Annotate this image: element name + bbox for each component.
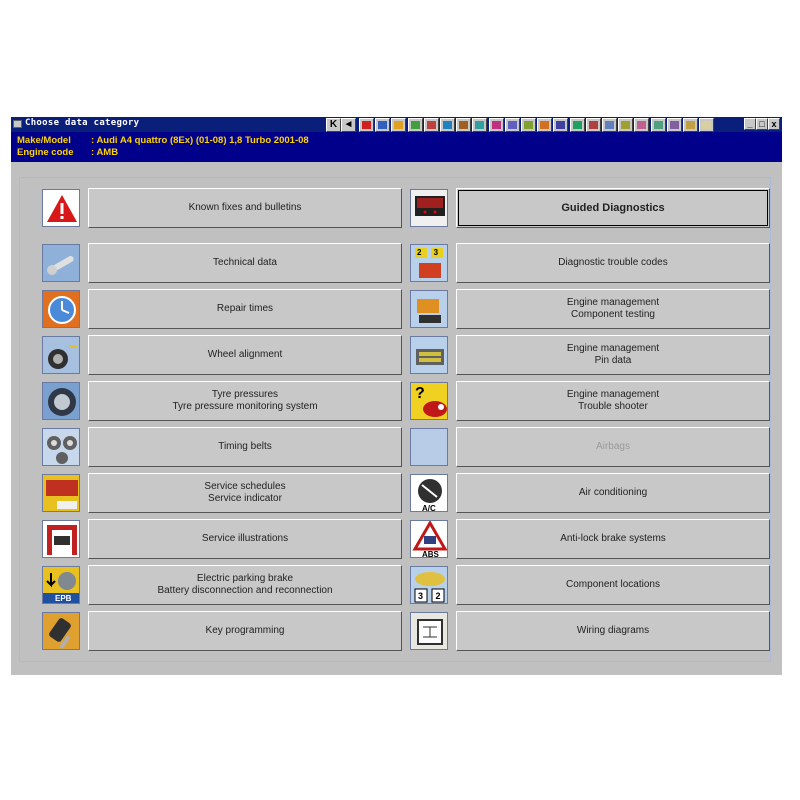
diagnostic-tool-icon[interactable] [410, 189, 448, 227]
tools-icon [394, 121, 403, 129]
trouble-codes-icon-label: 2 3 [417, 248, 444, 257]
make-model-value: : Audi A4 quattro (8Ex) (01-08) 1,8 Turbo 2001-08 [91, 135, 309, 146]
tools-icon [411, 121, 420, 129]
toolbar-button-21[interactable] [683, 118, 698, 132]
tools-icon [637, 121, 646, 129]
component-location-icon-label: 3 2 [418, 591, 446, 601]
tools-icon [589, 121, 598, 129]
wrench-icon[interactable] [42, 244, 80, 282]
title-bar [11, 117, 782, 132]
component-testing-icon[interactable] [410, 290, 448, 328]
anti-lock-brake-systems-button[interactable]: Anti-lock brake systems [456, 519, 770, 559]
toolbar-button-22[interactable] [699, 118, 714, 132]
category-row-left-2 [42, 243, 402, 283]
service-schedules-button[interactable]: Service schedules Service indicator [88, 473, 402, 513]
category-row-left-3 [42, 289, 402, 329]
category-row-left-9 [42, 565, 402, 605]
toolbar-button-20[interactable] [667, 118, 682, 132]
tools-icon [702, 121, 711, 129]
abs-icon-label: ABS [422, 550, 439, 558]
electric-parking-brake-button[interactable]: Electric parking brake Battery disconnection and reconnection [88, 565, 402, 605]
toolbar-button-16[interactable] [602, 118, 617, 132]
category-row-right-3 [410, 289, 770, 329]
timing-belts-button[interactable]: Timing belts [88, 427, 402, 467]
toolbar-button-6[interactable] [440, 118, 455, 132]
component-locations-button[interactable]: Component locations [456, 565, 770, 605]
clock-icon[interactable] [42, 290, 80, 328]
tyre-icon[interactable] [42, 382, 80, 420]
car-lift-icon[interactable] [42, 520, 80, 558]
category-row-right-4 [410, 335, 770, 375]
category-row-left-6 [42, 427, 402, 467]
nav-prev-button[interactable]: ◄ [341, 118, 356, 132]
toolbar-button-15[interactable] [586, 118, 601, 132]
toolbar-button-13[interactable] [553, 118, 568, 132]
toolbar-button-10[interactable] [505, 118, 520, 132]
wheel-alignment-icon[interactable] [42, 336, 80, 374]
key-icon[interactable] [42, 612, 80, 650]
toolbar-button-19[interactable] [651, 118, 666, 132]
component-location-icon[interactable] [410, 566, 448, 604]
tools-icon [459, 121, 468, 129]
tools-icon [540, 121, 549, 129]
tools-icon [573, 121, 582, 129]
toolbar-button-5[interactable] [424, 118, 439, 132]
epb-icon-label: EPB [55, 594, 72, 603]
wiring-diagrams-button[interactable]: Wiring diagrams [456, 611, 770, 651]
tyre-pressures-button[interactable]: Tyre pressures Tyre pressure monitoring system [88, 381, 402, 421]
toolbar-button-8[interactable] [472, 118, 487, 132]
engine-code-line [17, 147, 118, 158]
toolbar-button-9[interactable] [489, 118, 504, 132]
category-grid [19, 177, 771, 662]
minimize-button[interactable]: _ [744, 118, 756, 130]
trouble-codes-icon[interactable] [410, 244, 448, 282]
known-fixes-and-bulletins-button[interactable]: Known fixes and bulletins [88, 188, 402, 228]
tools-icon [556, 121, 565, 129]
guided-diagnostics-button[interactable]: Guided Diagnostics [456, 188, 770, 228]
close-button[interactable]: x [768, 118, 780, 130]
maximize-button[interactable]: □ [756, 118, 768, 130]
toolbar-button-1[interactable] [359, 118, 374, 132]
window-title: Choose data category [25, 118, 140, 128]
category-row-right-8 [410, 519, 770, 559]
category-row-right-1 [410, 188, 770, 228]
repair-times-button[interactable]: Repair times [88, 289, 402, 329]
toolbar-button-11[interactable] [521, 118, 536, 132]
category-row-left-5 [42, 381, 402, 421]
air-conditioning-button[interactable]: Air conditioning [456, 473, 770, 513]
technical-data-button[interactable]: Technical data [88, 243, 402, 283]
toolbar-button-18[interactable] [634, 118, 649, 132]
engine-code-label: Engine code [17, 147, 74, 158]
warning-icon[interactable] [42, 189, 80, 227]
category-row-right-5 [410, 381, 770, 421]
air-conditioning-icon[interactable] [410, 474, 448, 512]
tools-icon [443, 121, 452, 129]
make-model-line [17, 135, 309, 146]
category-row-right-2 [410, 243, 770, 283]
vehicle-info-bar [11, 132, 782, 162]
category-row-right-6 [410, 427, 770, 467]
toolbar-button-3[interactable] [391, 118, 406, 132]
category-row-left-8 [42, 519, 402, 559]
main-window [11, 117, 782, 675]
trouble-shooter-icon-label: ? [415, 385, 425, 402]
category-row-right-7 [410, 473, 770, 513]
category-row-left-1 [42, 188, 402, 228]
engine-code-value: : AMB [91, 147, 119, 158]
toolbar-button-17[interactable] [618, 118, 633, 132]
tools-icon [508, 121, 517, 129]
tools-icon [492, 121, 501, 129]
air-conditioning-icon-label: A/C [422, 504, 436, 512]
car-icon [427, 121, 436, 129]
category-row-left-4 [42, 335, 402, 375]
category-row-left-10 [42, 611, 402, 651]
tools-icon [621, 121, 630, 129]
tools-icon [475, 121, 484, 129]
warning-icon [362, 121, 371, 129]
tools-icon [654, 121, 663, 129]
category-row-right-10 [410, 611, 770, 651]
wheel-alignment-button[interactable]: Wheel alignment [88, 335, 402, 375]
app-icon [13, 120, 22, 128]
airbags-button: Airbags [456, 427, 770, 467]
abs-icon[interactable] [410, 520, 448, 558]
timing-belt-icon[interactable] [42, 428, 80, 466]
category-row-left-7 [42, 473, 402, 513]
engine-management-button[interactable]: Engine management Trouble shooter [456, 381, 770, 421]
category-row-right-9 [410, 565, 770, 605]
tools-icon [686, 121, 695, 129]
tools-icon [605, 121, 614, 129]
diagnostic-trouble-codes-button[interactable]: Diagnostic trouble codes [456, 243, 770, 283]
engine-management-button[interactable]: Engine management Component testing [456, 289, 770, 329]
tools-icon [524, 121, 533, 129]
toolbar-button-2[interactable] [375, 118, 390, 132]
toolbar-button-12[interactable] [537, 118, 552, 132]
airbag-icon[interactable] [410, 428, 448, 466]
toolbar-button-14[interactable] [570, 118, 585, 132]
book-icon [378, 121, 387, 129]
make-model-label: Make/Model [17, 135, 71, 146]
service-illustrations-button[interactable]: Service illustrations [88, 519, 402, 559]
trouble-shooter-icon[interactable] [410, 382, 448, 420]
engine-management-button[interactable]: Engine management Pin data [456, 335, 770, 375]
epb-icon[interactable] [42, 566, 80, 604]
wiring-diagram-icon[interactable] [410, 612, 448, 650]
pin-data-icon[interactable] [410, 336, 448, 374]
key-programming-button[interactable]: Key programming [88, 611, 402, 651]
toolbar-button-7[interactable] [456, 118, 471, 132]
nav-first-button[interactable]: K [326, 118, 341, 132]
service-schedule-icon[interactable] [42, 474, 80, 512]
toolbar-button-4[interactable] [408, 118, 423, 132]
tools-icon [670, 121, 679, 129]
